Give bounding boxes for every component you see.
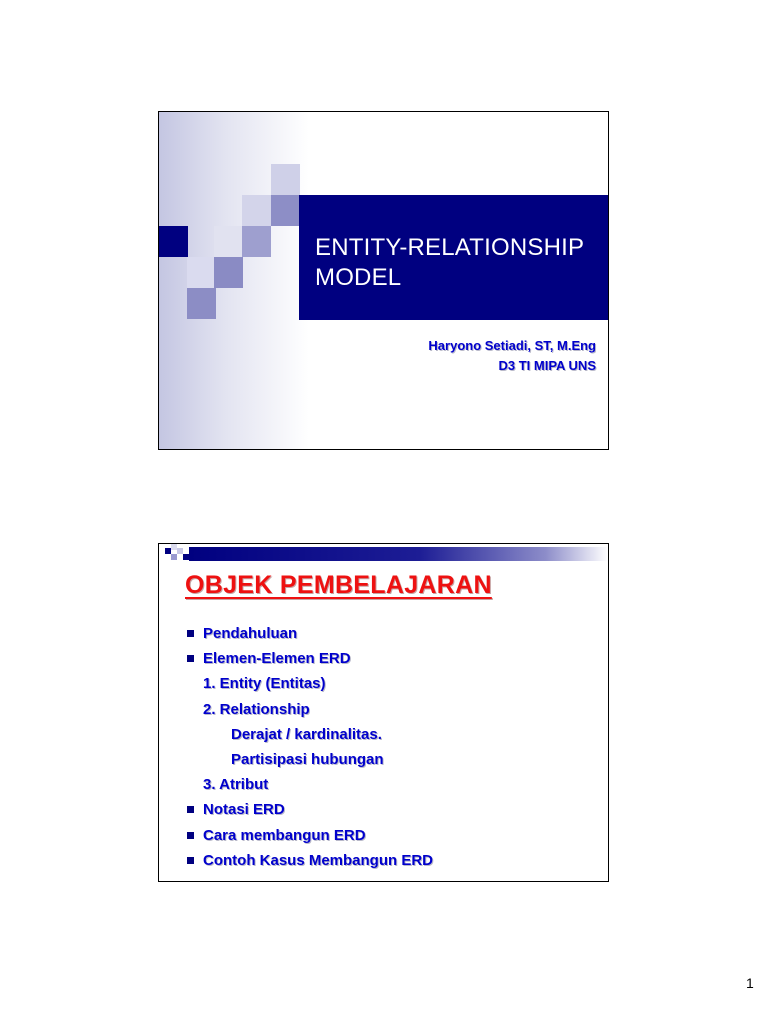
list-item-text: Derajat / kardinalitas. bbox=[231, 725, 382, 743]
page-number: 1 bbox=[746, 975, 754, 991]
list-item bbox=[187, 747, 433, 772]
list-item bbox=[187, 722, 433, 747]
title-slide bbox=[158, 111, 609, 450]
list-item-text: Elemen-Elemen ERD bbox=[203, 650, 351, 668]
square-bullet-icon bbox=[187, 857, 194, 864]
header-decoration bbox=[159, 544, 608, 564]
decorative-square bbox=[159, 226, 188, 257]
header-bar bbox=[189, 547, 608, 561]
author-affiliation: D3 TI MIPA UNS bbox=[498, 358, 596, 373]
decorative-square bbox=[187, 288, 216, 319]
content-slide bbox=[158, 543, 609, 882]
slide-title bbox=[315, 233, 584, 293]
author-name: Haryono Setiadi, ST, M.Eng bbox=[428, 338, 596, 353]
decorative-square bbox=[271, 195, 300, 226]
title-line-1: ENTITY-RELATIONSHIP bbox=[315, 234, 585, 261]
list-item bbox=[187, 621, 433, 646]
list-item-text: Contoh Kasus Membangun ERD bbox=[203, 851, 434, 869]
decorative-square bbox=[187, 257, 216, 288]
list-item bbox=[187, 797, 433, 822]
list-item bbox=[187, 697, 433, 722]
list-item-text: Pendahuluan bbox=[203, 625, 298, 642]
list-item-text: Cara membangun ERD bbox=[203, 826, 366, 844]
list-item-text: 2. Relationship bbox=[203, 700, 310, 718]
list-item bbox=[187, 823, 433, 848]
square-bullet-icon bbox=[187, 806, 194, 813]
list-item-text: 3. Atribut bbox=[203, 776, 269, 794]
decorative-square bbox=[214, 226, 243, 257]
list-item-text: Notasi ERD bbox=[203, 801, 285, 819]
list-item bbox=[187, 772, 433, 797]
decorative-square bbox=[271, 164, 300, 195]
header-square bbox=[171, 544, 177, 550]
decorative-square bbox=[214, 257, 243, 288]
author-block bbox=[428, 336, 596, 376]
decorative-square bbox=[242, 195, 271, 226]
list-item bbox=[187, 848, 433, 873]
title-line-2: MODEL bbox=[315, 264, 402, 291]
square-bullet-icon bbox=[187, 655, 194, 662]
list-item-text: 1. Entity (Entitas) bbox=[203, 675, 326, 693]
list-item-text: Partisipasi hubungan bbox=[231, 750, 384, 768]
square-bullet-icon bbox=[187, 832, 194, 839]
topic-list bbox=[187, 621, 433, 873]
slide-title: OBJEK PEMBELAJARAN bbox=[185, 571, 492, 599]
square-bullet-icon bbox=[187, 630, 194, 637]
list-item bbox=[187, 646, 433, 671]
list-item bbox=[187, 671, 433, 696]
decorative-square bbox=[242, 226, 271, 257]
header-square bbox=[171, 554, 177, 560]
